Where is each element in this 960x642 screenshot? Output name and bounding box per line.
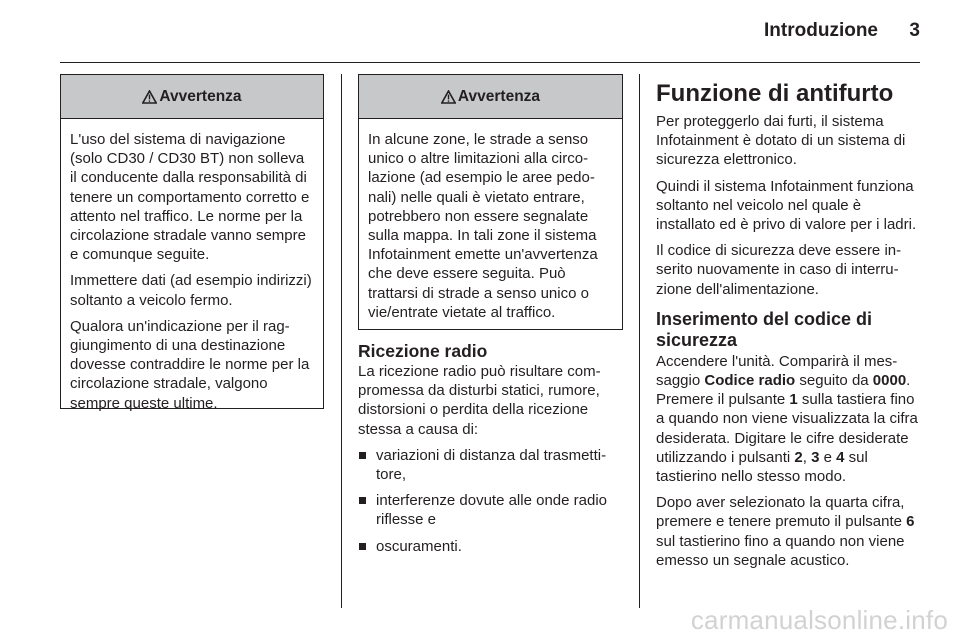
bullet-item: variazioni di distanza dal trasmettitore, (358, 446, 624, 484)
subsection-heading: Inserimento del codice di sicurezza (656, 308, 873, 350)
section-paragraph: La ricezione radio può risultare compromessa da disturbi statici, rumore, distorsioni o perdita della ricezione stessa a causa di: (358, 363, 601, 438)
section-paragraph: Il codice di sicurezza deve essere inserito nuovamente in caso di interruzione dell'alimentazione. (656, 242, 902, 298)
warning-header (61, 75, 323, 119)
warning-heading: Avvertenza (457, 87, 541, 105)
warning-triangle-icon (142, 90, 157, 104)
warning-paragraph: L'uso del sistema di navigazione (solo CD30 / CD30 BT) non solleva il conducente dalla responsabilità di tenere un comportamento corretto e attento nel traffico. Le norme per la circolazione stradale vanno sempre e comunque seguite. (70, 131, 310, 264)
bullet-square-icon (359, 543, 366, 550)
bullet-item: oscuramenti. (358, 537, 624, 556)
page-header (60, 0, 920, 63)
bullet-square-icon (359, 497, 366, 504)
section-paragraph: Quindi il sistema Infotainment funziona soltanto nel veicolo nel quale è installato ed è privo di valore per i ladri. (656, 177, 917, 234)
section-heading: Ricezione radio (358, 341, 488, 361)
warning-header (359, 75, 622, 119)
page-number: 3 (909, 20, 920, 41)
column-divider (639, 74, 640, 608)
page-title: Introduzione (764, 20, 878, 41)
watermark: carmanualsonline.info (690, 605, 948, 635)
section-paragraph: Dopo aver selezionato la quarta cifra, premere e tenere premuto il pulsante 6 sul tastierino fino a quando non viene emesso un segnale acustico. (656, 494, 915, 569)
warning-box (60, 74, 324, 412)
radio-section (358, 341, 624, 563)
warning-box (358, 74, 623, 330)
section-heading: Funzione di antifurto (656, 80, 894, 107)
bullet-square-icon (359, 452, 366, 459)
warning-paragraph: Immettere dati (ad esempio indirizzi) soltanto a veicolo fermo. (70, 272, 312, 309)
warning-heading: Avvertenza (159, 87, 242, 105)
warning-paragraph: In alcune zone, le strade a senso unico o altre limitazioni alla circolazione (ad esempio le aree pedonali) nelle quali è vietato entrare, potrebbero non essere segnalate sulla mappa. In tali zone il sistema Infotainment emette un'avvertenza che deve essere seguita. Può trattarsi di strade a senso unico o vie/entrate vietate al traffico. (368, 131, 598, 321)
warning-triangle-icon (441, 90, 456, 104)
column-divider (341, 74, 342, 608)
warning-paragraph: Qualora un'indicazione per il raggiungimento di una destinazione dovesse contraddire le norme per la circolazione stradale, valgono sempre queste ultime. (70, 317, 310, 412)
section-paragraph: Per proteggerlo dai furti, il sistema Infotainment è dotato di un sistema di sicurezza elettronico. (656, 113, 906, 169)
antitheft-section (656, 80, 920, 577)
section-paragraph: Accendere l'unità. Comparirà il messaggio Codice radio seguito da 0000. Premere il pulsante 1 sulla tastiera fino a quando non viene visualizzata la cifra desiderata. Digitare le cifre desiderate utilizzando i pulsanti 2, 3 e 4 sul tastierino nello stesso modo. (656, 352, 918, 486)
bullet-item: interferenze dovute alle onde radio riflesse e (358, 491, 624, 529)
